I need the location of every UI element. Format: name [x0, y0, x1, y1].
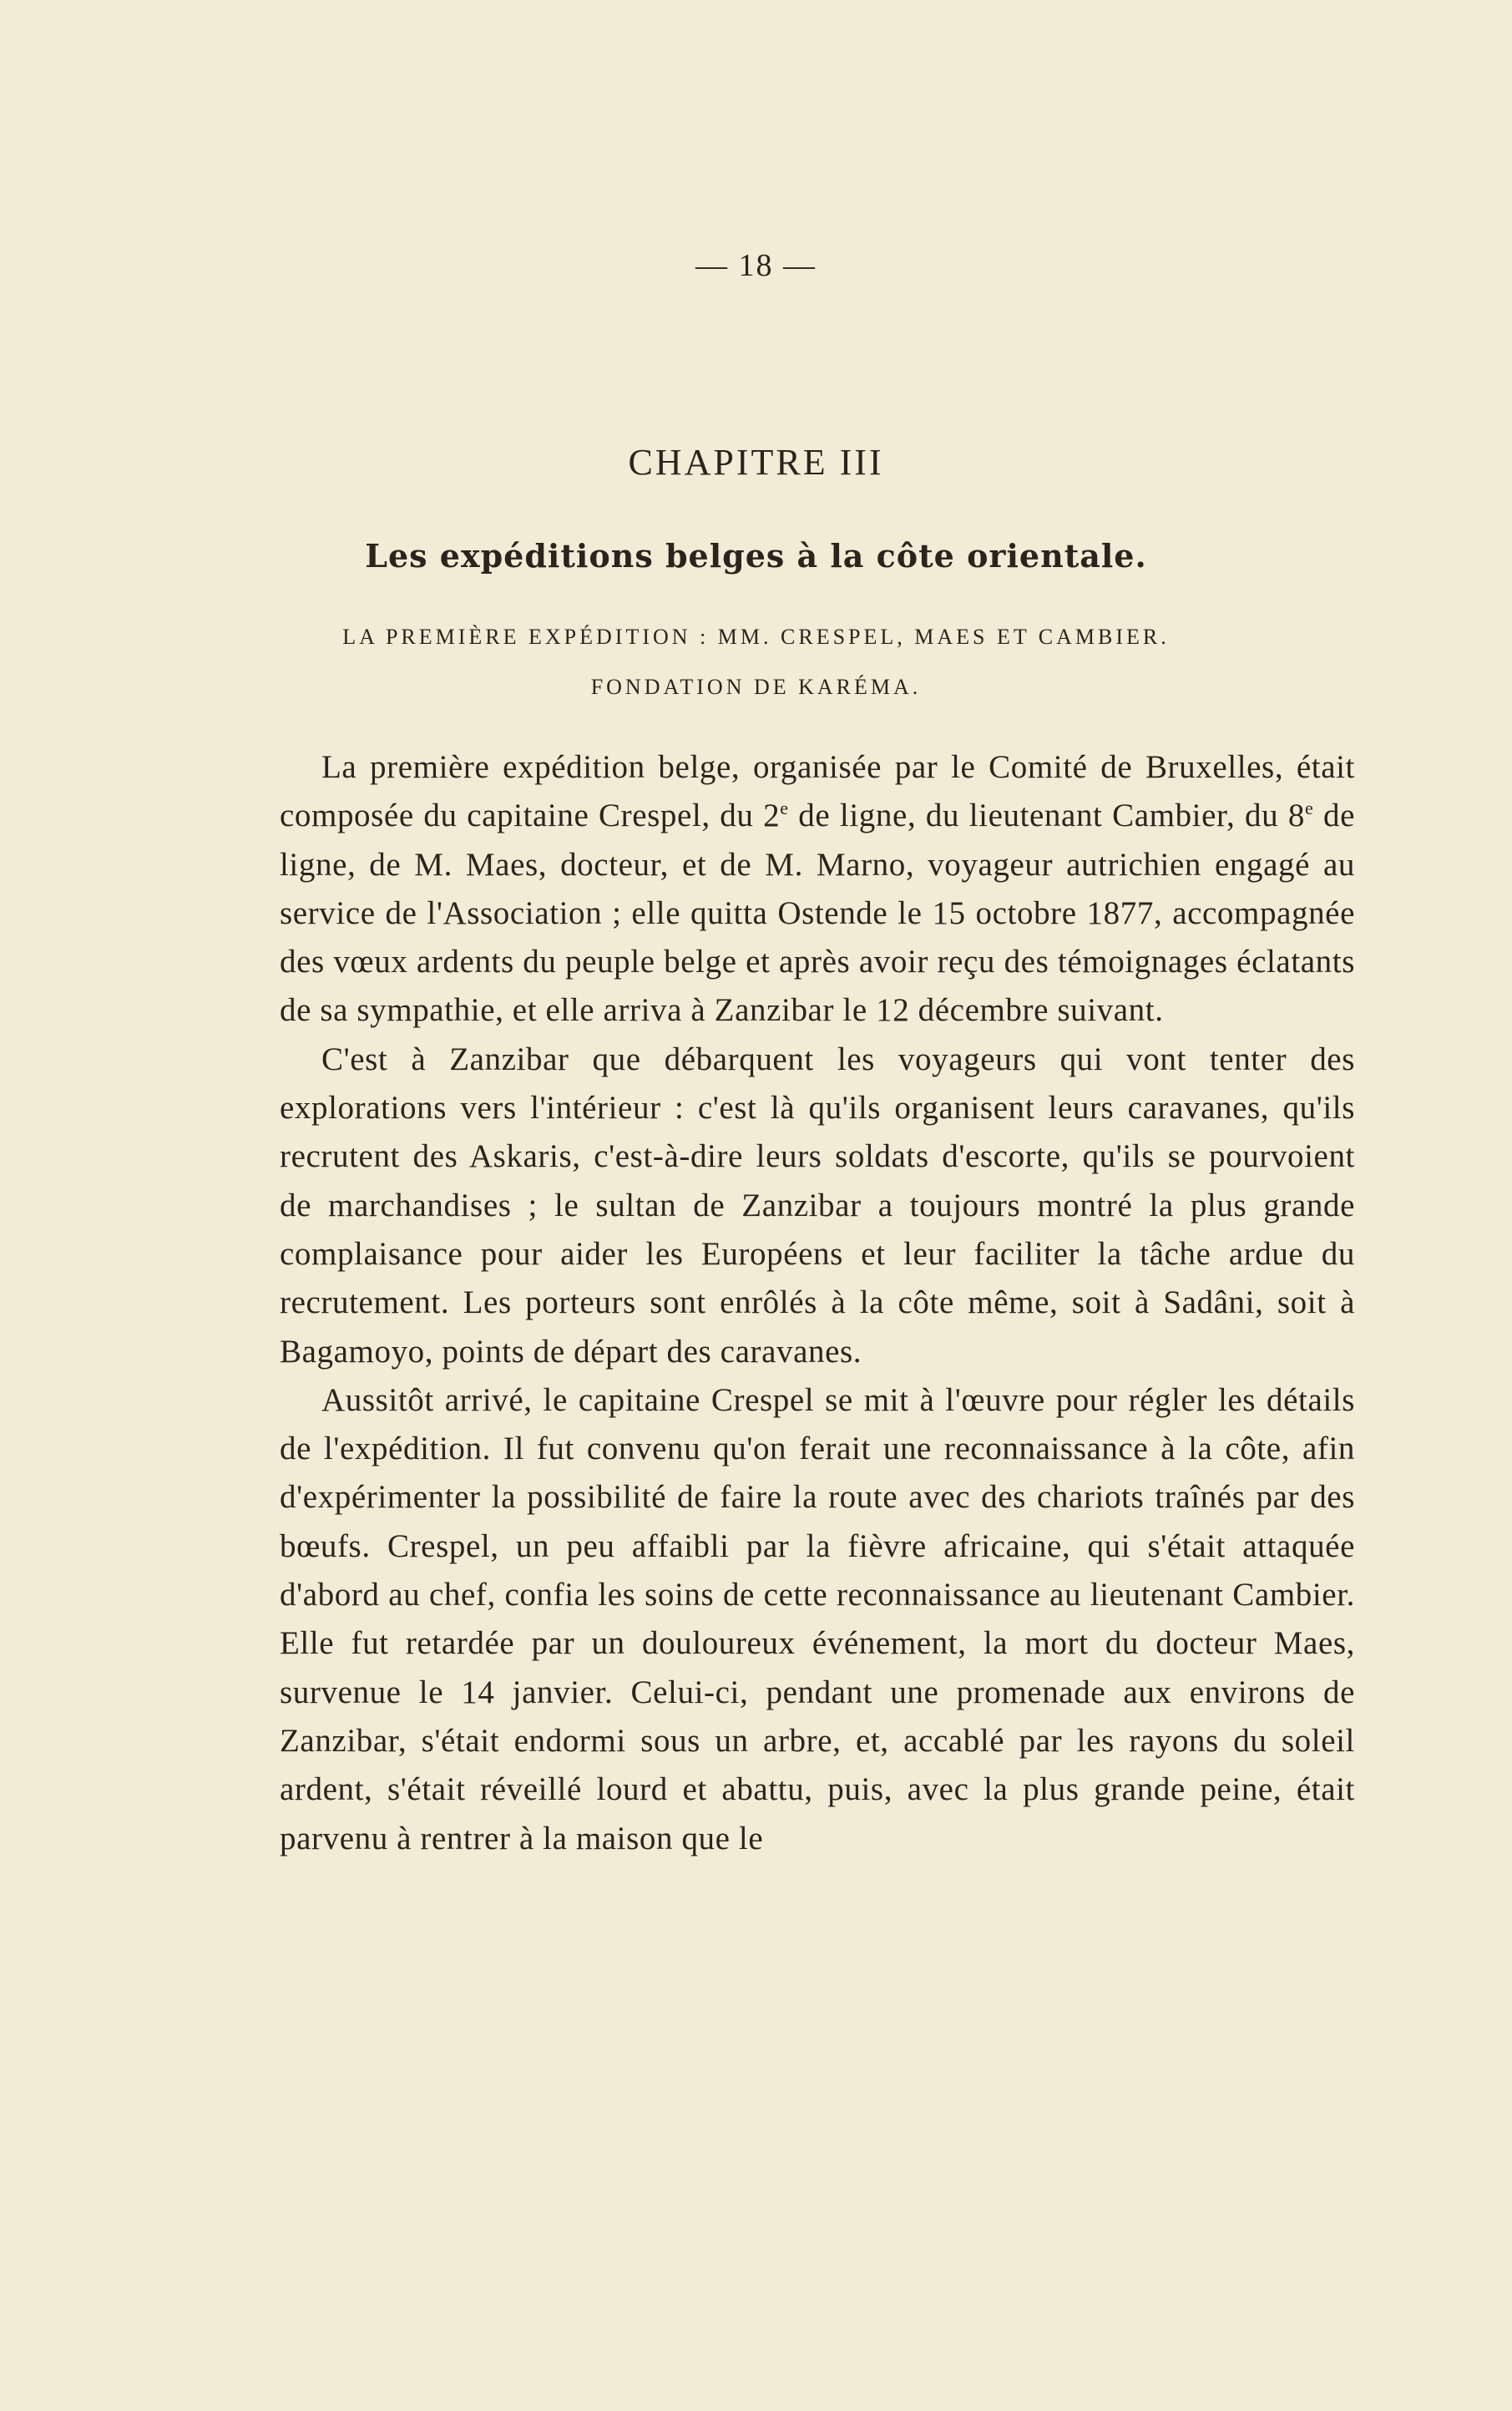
- page-number: — 18 —: [695, 248, 817, 283]
- chapter-heading: CHAPITRE III: [628, 442, 884, 483]
- ordinal-superscript: e: [780, 798, 789, 819]
- body-text: [280, 743, 1355, 1863]
- paragraph-2: C'est à Zanzibar que débarquent les voyageurs qui vont tenter des explorations vers l'intérieur : c'est là qu'ils organisent leurs caravanes, qu'ils recrutent des Askaris, c'est-à-dire leurs soldats d'escorte, qu'ils se pourvoient de marchandises ; le sultan de Zanzibar a toujours montré la plus grande complaisance pour aider les Européens et leur faciliter la tâche ardue du recrutement. Les porteurs sont enrôlés à la côte même, soit à Sadâni, soit à Bagamoyo, points de départ des caravanes.: [280, 1041, 1355, 1370]
- paragraph-1-part-a: La première expédition belge, organisée par le Comité de Bruxelles, était composée du capitaine Crespel, du 2: [280, 749, 1355, 834]
- paragraph-1-part-b: de ligne, du lieutenant Cambier, du 8: [788, 798, 1305, 834]
- paragraph-1: [280, 743, 1355, 1036]
- ordinal-superscript: e: [1304, 798, 1314, 819]
- chapter-subheading-line-1: LA PREMIÈRE EXPÉDITION : MM. CRESPEL, MAES ET CAMBIER.: [342, 625, 1170, 649]
- chapter-title: Les expéditions belges à la côte orientale.: [365, 537, 1147, 575]
- paragraph-1-part-c: de ligne, de M. Maes, docteur, et de M. Marno, voyageur autrichien engagé au service de l'Association ; elle quitta Ostende le 15 octobre 1877, accompagnée des vœux ardents du peuple belge et après avoir reçu des témoignages éclatants de sa sympathie, et elle arriva à Zanzibar le 12 décembre suivant.: [280, 798, 1355, 1029]
- paragraph-3: Aussitôt arrivé, le capitaine Crespel se mit à l'œuvre pour régler les détails de l'expédition. Il fut convenu qu'on ferait une reconnaissance à la côte, afin d'expérimenter la possibilité de faire la route avec des chariots traînés par des bœufs. Crespel, un peu affaibli par la fièvre africaine, qui s'était attaquée d'abord au chef, confia les soins de cette reconnaissance au lieutenant Cambier. Elle fut retardée par un douloureux événement, la mort du docteur Maes, survenue le 14 janvier. Celui-ci, pendant une promenade aux environs de Zanzibar, s'était endormi sous un arbre, et, accablé par les rayons du soleil ardent, s'était réveillé lourd et abattu, puis, avec la plus grande peine, était parvenu à rentrer à la maison que le: [280, 1381, 1355, 1856]
- chapter-subheading-line-2: FONDATION DE KARÉMA.: [590, 675, 922, 699]
